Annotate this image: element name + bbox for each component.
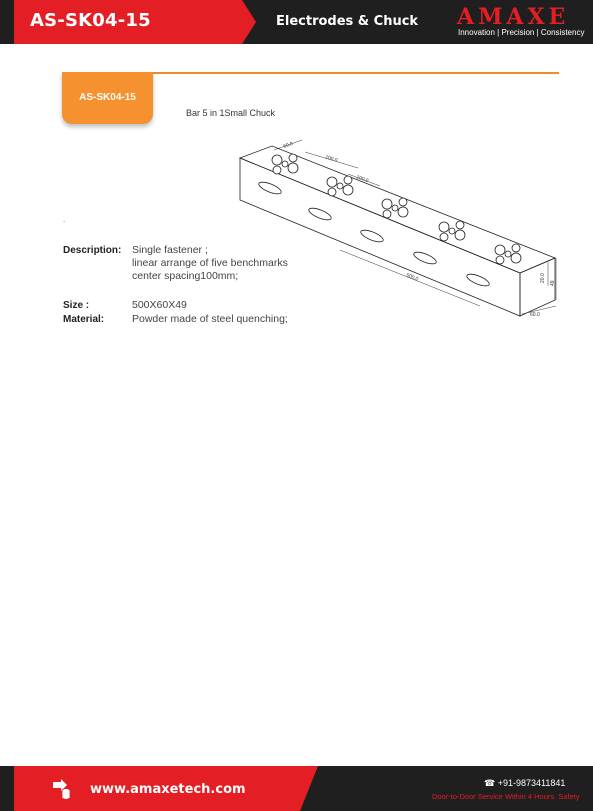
size-label: Size :	[63, 300, 90, 311]
phone-value: +91-9873411841	[497, 778, 566, 788]
telephone-icon: ☎	[484, 778, 498, 788]
category-heading: Electrodes & Chuck	[276, 14, 419, 29]
material-label: Material:	[63, 314, 105, 325]
product-code-heading: AS-SK04-15	[30, 10, 151, 31]
dim-label-height-2: 49	[550, 280, 556, 286]
product-subtitle: Bar 5 in 1Small Chuck	[186, 108, 276, 118]
material-value: Powder made of steel quenching;	[132, 313, 288, 325]
chuck-technical-drawing	[230, 138, 560, 318]
web-click-icon	[50, 776, 78, 802]
page-footer	[0, 766, 593, 811]
description-label: Description:	[63, 245, 122, 256]
description-line-2: linear arrange of five benchmarks	[132, 257, 288, 269]
website-link[interactable]: www.amaxetech.com	[90, 782, 246, 797]
description-line-3: center spacing100mm;	[132, 270, 239, 282]
service-slogan: Door-to-Door Service Within 4 Hours. Safety	[432, 792, 580, 801]
dim-label-top-2: 100.0	[324, 154, 339, 164]
description-line-1: Single fastener ;	[132, 244, 208, 256]
phone-number[interactable]	[484, 778, 565, 789]
dim-label-width: 60.0	[530, 312, 540, 318]
stray-mark: .	[63, 215, 66, 224]
dim-label-top-3: 100.0	[355, 174, 370, 185]
size-value: 500X60X49	[132, 299, 187, 311]
page-header	[0, 0, 593, 44]
product-tab-label: AS-SK04-15	[79, 92, 136, 103]
dim-label-length: 500.0	[405, 272, 420, 283]
brand-tagline: Innovation | Precision | Consistency	[458, 28, 585, 37]
product-tab	[62, 72, 153, 124]
dim-label-top-1: 60.0	[282, 140, 294, 150]
dim-label-height-1: 20.0	[540, 273, 546, 283]
brand-logo: AMAXE	[457, 4, 570, 30]
